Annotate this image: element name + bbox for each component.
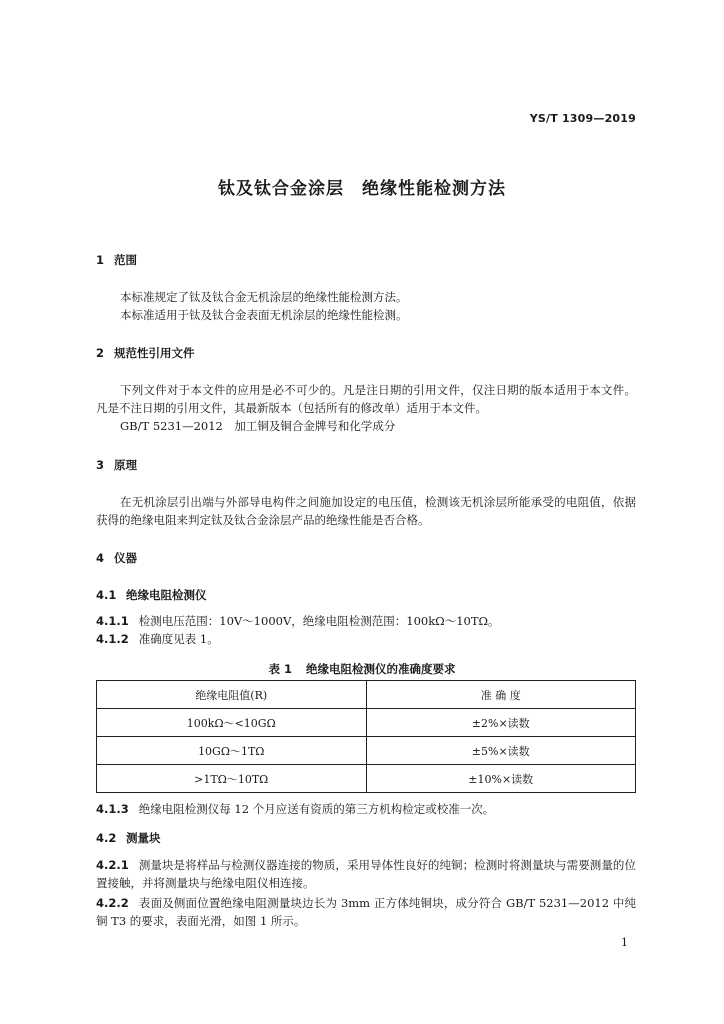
table-header-cell: 准 确 度	[366, 681, 636, 709]
section-4-1-heading: 4.1 绝缘电阻检测仪	[96, 588, 207, 602]
standard-number: YS/T 1309—2019	[529, 112, 636, 125]
section-4-2-heading: 4.2 测量块	[96, 831, 161, 845]
section-2-heading: 2 规范性引用文件	[96, 346, 195, 360]
table-header-row	[97, 681, 636, 709]
table-row	[97, 709, 636, 737]
section-1-para-1: 本标准规定了钛及钛合金无机涂层的绝缘性能检测方法。	[120, 290, 408, 304]
table-1-caption: 表 1 绝缘电阻检测仪的准确度要求	[268, 662, 456, 676]
table-cell: 100kΩ～<10GΩ	[97, 709, 367, 737]
title-part-2: 绝缘性能检测方法	[362, 179, 506, 199]
section-1-heading: 1 范围	[96, 253, 137, 267]
section-2-para-1: 下列文件对于本文件的应用是必不可少的。凡是注日期的引用文件，仅注日期的版本适用于本文件。凡是不注日期的引用文件，其最新版本（包括所有的修改单）适用于本文件。	[96, 383, 636, 415]
table-cell: 10GΩ～1TΩ	[97, 737, 367, 765]
table-cell: >1TΩ～10TΩ	[97, 765, 367, 793]
clause-4-2-2: 4.2.2 表面及侧面位置绝缘电阻测量块边长为 3mm 正方体纯铜块，成分符合 GB/T 5231—2012 中纯铜 T3 的要求，表面光滑，如图 1 所示。	[96, 896, 636, 928]
document-title	[0, 174, 724, 199]
clause-4-1-3: 4.1.3 绝缘电阻检测仪每 12 个月应送有资质的第三方机构检定或校准一次。	[96, 802, 495, 816]
table-row	[97, 765, 636, 793]
section-2-reference: GB/T 5231—2012 加工铜及铜合金牌号和化学成分	[120, 419, 396, 433]
table-header-cell: 绝缘电阻值(R)	[97, 681, 367, 709]
clause-4-2-1: 4.2.1 测量块是将样品与检测仪器连接的物质，采用导体性良好的纯铜；检测时将测量块与需要测量的位置接触，并将测量块与绝缘电阻仪相连接。	[96, 858, 636, 890]
table-cell: ±2%×读数	[366, 709, 636, 737]
page-number: 1	[621, 936, 628, 949]
table-cell: ±10%×读数	[366, 765, 636, 793]
table-row	[97, 737, 636, 765]
clause-4-1-1: 4.1.1 检测电压范围：10V～1000V，绝缘电阻检测范围：100kΩ～10TΩ。	[96, 614, 500, 628]
accuracy-table	[96, 680, 636, 793]
table-cell: ±5%×读数	[366, 737, 636, 765]
section-3-para-1: 在无机涂层引出端与外部导电构件之间施加设定的电压值，检测该无机涂层所能承受的电阻值，依据获得的绝缘电阻来判定钛及钛合金涂层产品的绝缘性能是否合格。	[96, 495, 636, 527]
clause-4-1-2: 4.1.2 准确度见表 1。	[96, 632, 219, 646]
title-part-1: 钛及钛合金涂层	[218, 179, 344, 199]
section-3-heading: 3 原理	[96, 458, 137, 472]
section-4-heading: 4 仪器	[96, 551, 137, 565]
section-1-para-2: 本标准适用于钛及钛合金表面无机涂层的绝缘性能检测。	[120, 308, 408, 322]
